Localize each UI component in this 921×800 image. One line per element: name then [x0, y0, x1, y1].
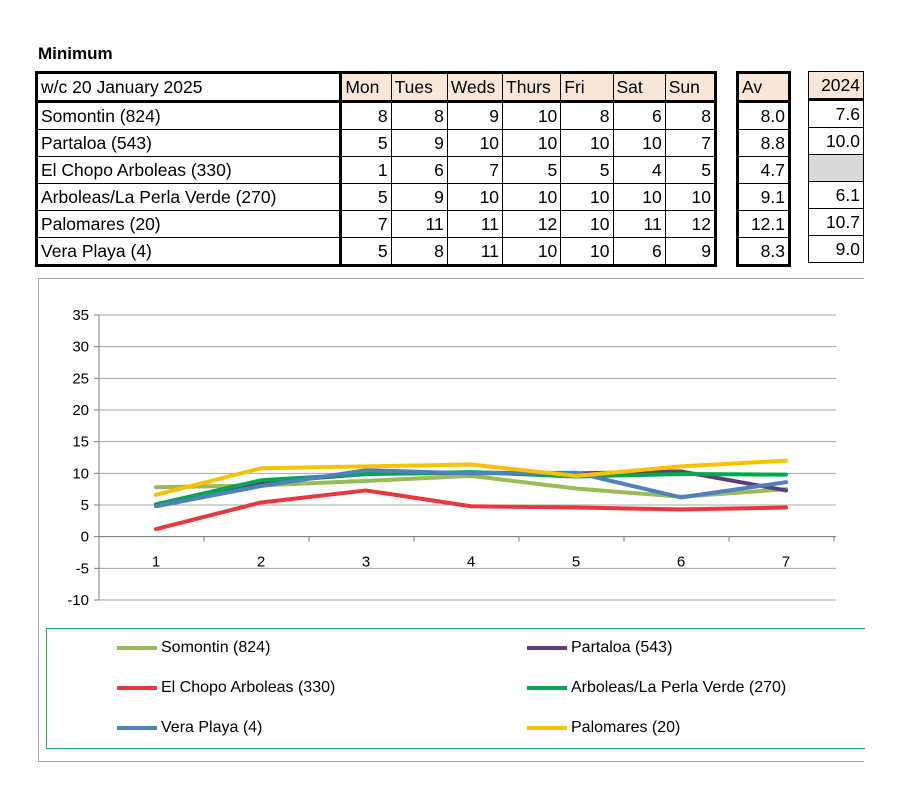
- day-value-cell: 8: [391, 102, 447, 130]
- x-tick-label: 2: [256, 553, 266, 571]
- legend-swatch: [117, 686, 157, 690]
- day-value-cell: 8: [391, 238, 447, 266]
- day-value-cell: 10: [665, 184, 715, 211]
- legend-swatch: [117, 646, 157, 650]
- y2024-header: 2024: [809, 72, 864, 100]
- legend-swatch: [117, 726, 157, 730]
- day-value-cell: 10: [561, 238, 613, 266]
- day-value-cell: 10: [503, 184, 561, 211]
- y2024-row: [809, 128, 864, 155]
- minimum-temperature-table: [35, 71, 717, 267]
- sheet-heading: Minimum: [38, 44, 113, 63]
- day-value-cell: 10: [561, 211, 613, 238]
- day-header: Sun: [665, 73, 715, 102]
- y2024-value-cell: 10.7: [809, 209, 864, 236]
- x-tick-label: 6: [676, 553, 686, 571]
- av-value-cell: 4.7: [738, 157, 790, 184]
- y2024-row: [809, 155, 864, 182]
- day-value-cell: 10: [561, 130, 613, 157]
- day-value-cell: 8: [341, 102, 391, 130]
- legend-swatch: [527, 726, 567, 730]
- y-tick-label: 35: [72, 307, 89, 324]
- line-chart: [39, 279, 864, 619]
- y-tick-label: 20: [72, 402, 89, 419]
- av-value-cell: 12.1: [738, 211, 790, 238]
- day-value-cell: 8: [561, 102, 613, 130]
- legend-entry: [117, 719, 262, 737]
- day-value-cell: 11: [447, 211, 502, 238]
- legend-label: El Chopo Arboleas (330): [161, 679, 336, 696]
- day-value-cell: 9: [665, 238, 715, 266]
- legend-entry: [117, 639, 270, 657]
- day-value-cell: 9: [391, 184, 447, 211]
- av-row: [738, 184, 790, 211]
- legend-label: Somontin (824): [161, 639, 271, 656]
- day-header: Mon: [341, 73, 391, 102]
- y2024-row: [809, 209, 864, 236]
- station-name: Somontin (824): [37, 102, 341, 130]
- y-tick-label: 0: [80, 528, 89, 546]
- day-value-cell: 11: [447, 238, 502, 266]
- y2024-row: [809, 182, 864, 209]
- day-header: Tues: [391, 73, 447, 102]
- day-value-cell: 6: [613, 238, 665, 266]
- legend-label: Vera Playa (4): [161, 719, 263, 736]
- station-name: Palomares (20): [37, 211, 341, 238]
- day-value-cell: 12: [503, 211, 561, 238]
- y2024-row: [809, 100, 864, 128]
- day-value-cell: 5: [341, 238, 391, 266]
- table-header-row: [37, 73, 716, 102]
- average-column-table: [736, 71, 791, 267]
- y-tick-label: 5: [80, 497, 89, 514]
- day-value-cell: 11: [613, 211, 665, 238]
- y-tick-label: 25: [72, 370, 89, 388]
- station-name: El Chopo Arboleas (330): [37, 157, 341, 184]
- day-value-cell: 1: [341, 157, 391, 184]
- day-value-cell: 8: [665, 102, 715, 130]
- av-value-cell: 9.1: [738, 184, 790, 211]
- year-2024-column-table: [808, 71, 864, 263]
- av-row: [738, 238, 790, 266]
- day-header: Thurs: [503, 73, 561, 102]
- legend-swatch: [527, 646, 567, 650]
- y-tick-label: -10: [67, 592, 89, 609]
- day-value-cell: 5: [503, 157, 561, 184]
- day-value-cell: 11: [391, 211, 447, 238]
- y-tick-label: 15: [72, 433, 89, 451]
- y2024-value-cell: 9.0: [809, 236, 864, 263]
- station-name: Vera Playa (4): [37, 238, 341, 266]
- x-tick-label: 3: [361, 553, 371, 571]
- av-value-cell: 8.3: [738, 238, 790, 266]
- day-value-cell: 10: [613, 130, 665, 157]
- day-value-cell: 7: [447, 157, 502, 184]
- day-value-cell: 4: [613, 157, 665, 184]
- legend-label: Partaloa (543): [571, 639, 673, 656]
- table-row: [37, 157, 716, 184]
- y2024-value-cell: [809, 155, 864, 182]
- y-tick-label: -5: [75, 560, 89, 578]
- legend-entry: [527, 719, 680, 737]
- day-value-cell: 5: [665, 157, 715, 184]
- day-value-cell: 10: [561, 184, 613, 211]
- day-value-cell: 9: [391, 130, 447, 157]
- day-value-cell: 7: [665, 130, 715, 157]
- day-header: Weds: [447, 73, 502, 102]
- y2024-value-cell: 7.6: [809, 100, 864, 128]
- x-tick-label: 1: [151, 553, 161, 571]
- table-row: [37, 130, 716, 157]
- av-value-cell: 8.8: [738, 130, 790, 157]
- x-tick-label: 5: [571, 553, 581, 571]
- day-header: Sat: [613, 73, 665, 102]
- y2024-row: [809, 236, 864, 263]
- x-tick-label: 4: [466, 553, 476, 571]
- legend-swatch: [527, 686, 567, 690]
- av-header: Av: [738, 73, 790, 102]
- period-label: w/c 20 January 2025: [37, 73, 341, 102]
- av-row: [738, 211, 790, 238]
- y-tick-label: 30: [72, 338, 89, 356]
- day-value-cell: 6: [391, 157, 447, 184]
- legend-label: Arboleas/La Perla Verde (270): [571, 679, 787, 696]
- day-value-cell: 10: [503, 238, 561, 266]
- day-value-cell: 10: [447, 130, 502, 157]
- y2024-value-cell: 6.1: [809, 182, 864, 209]
- legend-entry: [117, 679, 335, 697]
- day-value-cell: 9: [447, 102, 502, 130]
- av-value-cell: 8.0: [738, 102, 790, 130]
- day-value-cell: 10: [613, 184, 665, 211]
- legend-entry: [527, 639, 672, 657]
- table-row: [37, 102, 716, 130]
- legend-label: Palomares (20): [571, 719, 681, 736]
- day-value-cell: 5: [341, 130, 391, 157]
- y2024-value-cell: 10.0: [809, 128, 864, 155]
- day-value-cell: 5: [561, 157, 613, 184]
- station-name: Arboleas/La Perla Verde (270): [37, 184, 341, 211]
- y2024-header-row: [809, 72, 864, 100]
- x-tick-label: 7: [781, 553, 791, 571]
- station-name: Partaloa (543): [37, 130, 341, 157]
- chart-legend: [46, 628, 865, 749]
- day-value-cell: 12: [665, 211, 715, 238]
- av-row: [738, 130, 790, 157]
- day-value-cell: 10: [447, 184, 502, 211]
- legend-entry: [527, 679, 786, 697]
- day-value-cell: 10: [503, 130, 561, 157]
- day-value-cell: 7: [341, 211, 391, 238]
- table-row: [37, 184, 716, 211]
- day-value-cell: 5: [341, 184, 391, 211]
- av-row: [738, 157, 790, 184]
- y-tick-label: 10: [72, 465, 89, 483]
- av-row: [738, 102, 790, 130]
- table-row: [37, 211, 716, 238]
- day-value-cell: 10: [503, 102, 561, 130]
- day-header: Fri: [561, 73, 613, 102]
- av-header-row: [738, 73, 790, 102]
- day-value-cell: 6: [613, 102, 665, 130]
- table-row: [37, 238, 716, 266]
